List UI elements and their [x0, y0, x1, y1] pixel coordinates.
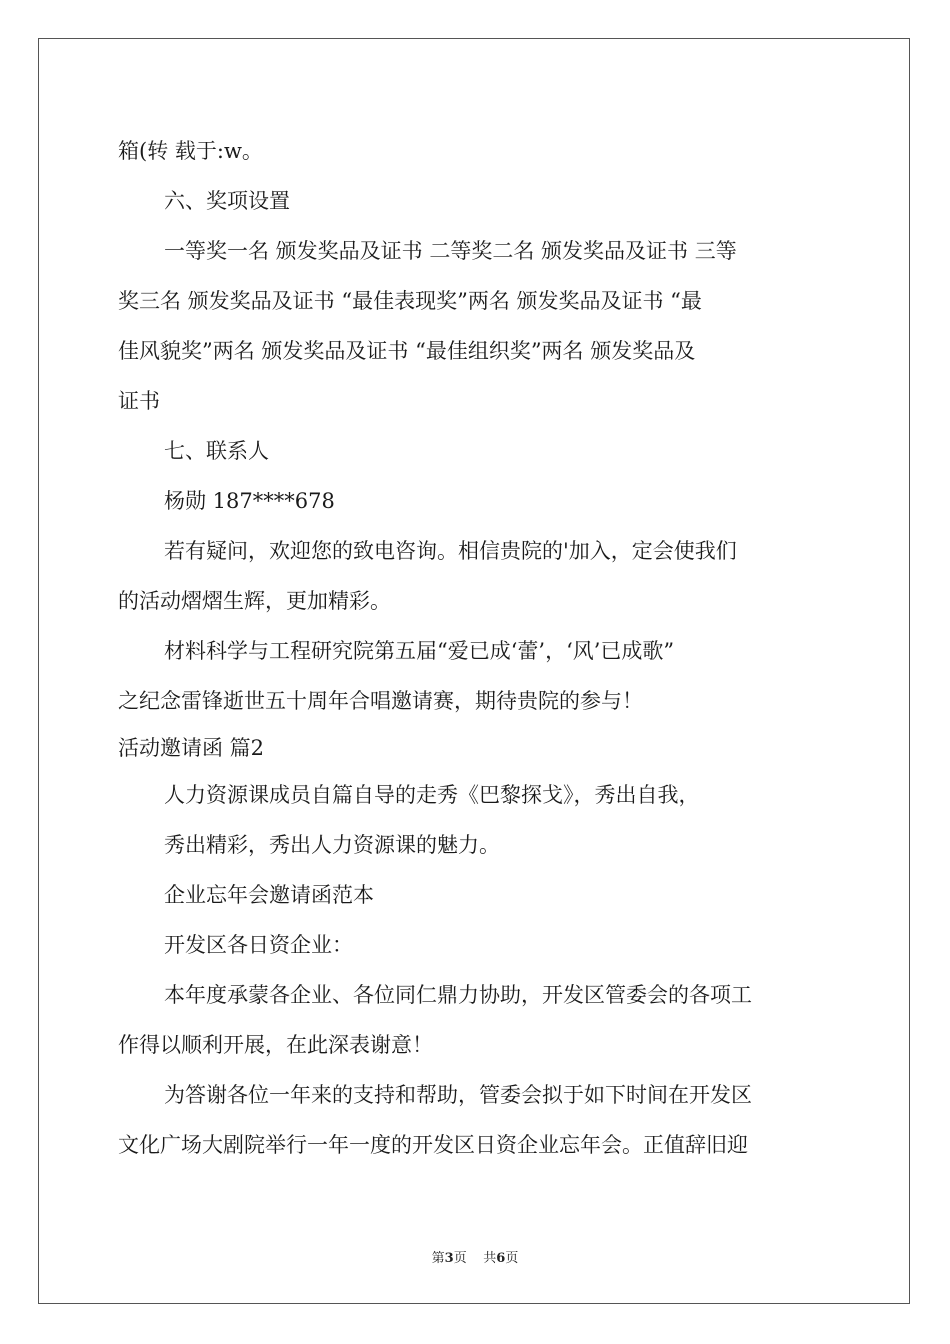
letter-title: 企业忘年会邀请函范本	[164, 883, 374, 907]
text-line: 箱(转 载于:w。	[118, 139, 263, 163]
text-line: 的活动熠熠生辉，更加精彩。	[118, 589, 391, 613]
text-line: 秀出精彩，秀出人力资源课的魅力。	[164, 833, 500, 857]
contact-info: 杨勋 187****678	[164, 489, 335, 513]
page-suffix: 页	[453, 1251, 467, 1266]
text-line: 材料科学与工程研究院第五届“爱已成‘蕾’，‘风’已成歌”	[164, 639, 675, 663]
text-line: 文化广场大剧院举行一年一度的开发区日资企业忘年会。正值辞旧迎	[118, 1133, 748, 1157]
total-prefix: 共	[483, 1251, 497, 1266]
letter-salutation: 开发区各日资企业：	[164, 933, 353, 957]
page-number: 3	[444, 1251, 454, 1266]
text-line: 之纪念雷锋逝世五十周年合唱邀请赛，期待贵院的参与！	[118, 689, 643, 713]
text-line: 佳风貌奖”两名 颁发奖品及证书 “最佳组织奖”两名 颁发奖品及	[118, 339, 696, 363]
text-line: 一等奖一名 颁发奖品及证书 二等奖二名 颁发奖品及证书 三等	[164, 239, 737, 263]
text-line: 为答谢各位一年来的支持和帮助，管委会拟于如下时间在开发区	[164, 1083, 752, 1107]
total-suffix: 页	[505, 1251, 519, 1266]
page-prefix: 第	[431, 1251, 445, 1266]
article-title: 活动邀请函 篇2	[118, 736, 265, 760]
text-line: 奖三名 颁发奖品及证书 “最佳表现奖”两名 颁发奖品及证书 “最	[118, 289, 702, 313]
document-body	[118, 126, 834, 1170]
text-line: 证书	[118, 389, 160, 413]
text-line: 人力资源课成员自篇自导的走秀《巴黎探戈》，秀出自我，	[164, 783, 700, 807]
section-heading-awards: 六、奖项设置	[164, 189, 290, 213]
text-line: 作得以顺利开展，在此深表谢意！	[118, 1033, 433, 1057]
text-line: 若有疑问，欢迎您的致电咨询。相信贵院的'加入，定会使我们	[164, 539, 737, 563]
section-heading-contact: 七、联系人	[164, 439, 269, 463]
text-line: 本年度承蒙各企业、各位同仁鼎力协助，开发区管委会的各项工	[164, 983, 752, 1007]
total-pages: 6	[496, 1251, 506, 1266]
page-footer	[0, 1247, 950, 1266]
